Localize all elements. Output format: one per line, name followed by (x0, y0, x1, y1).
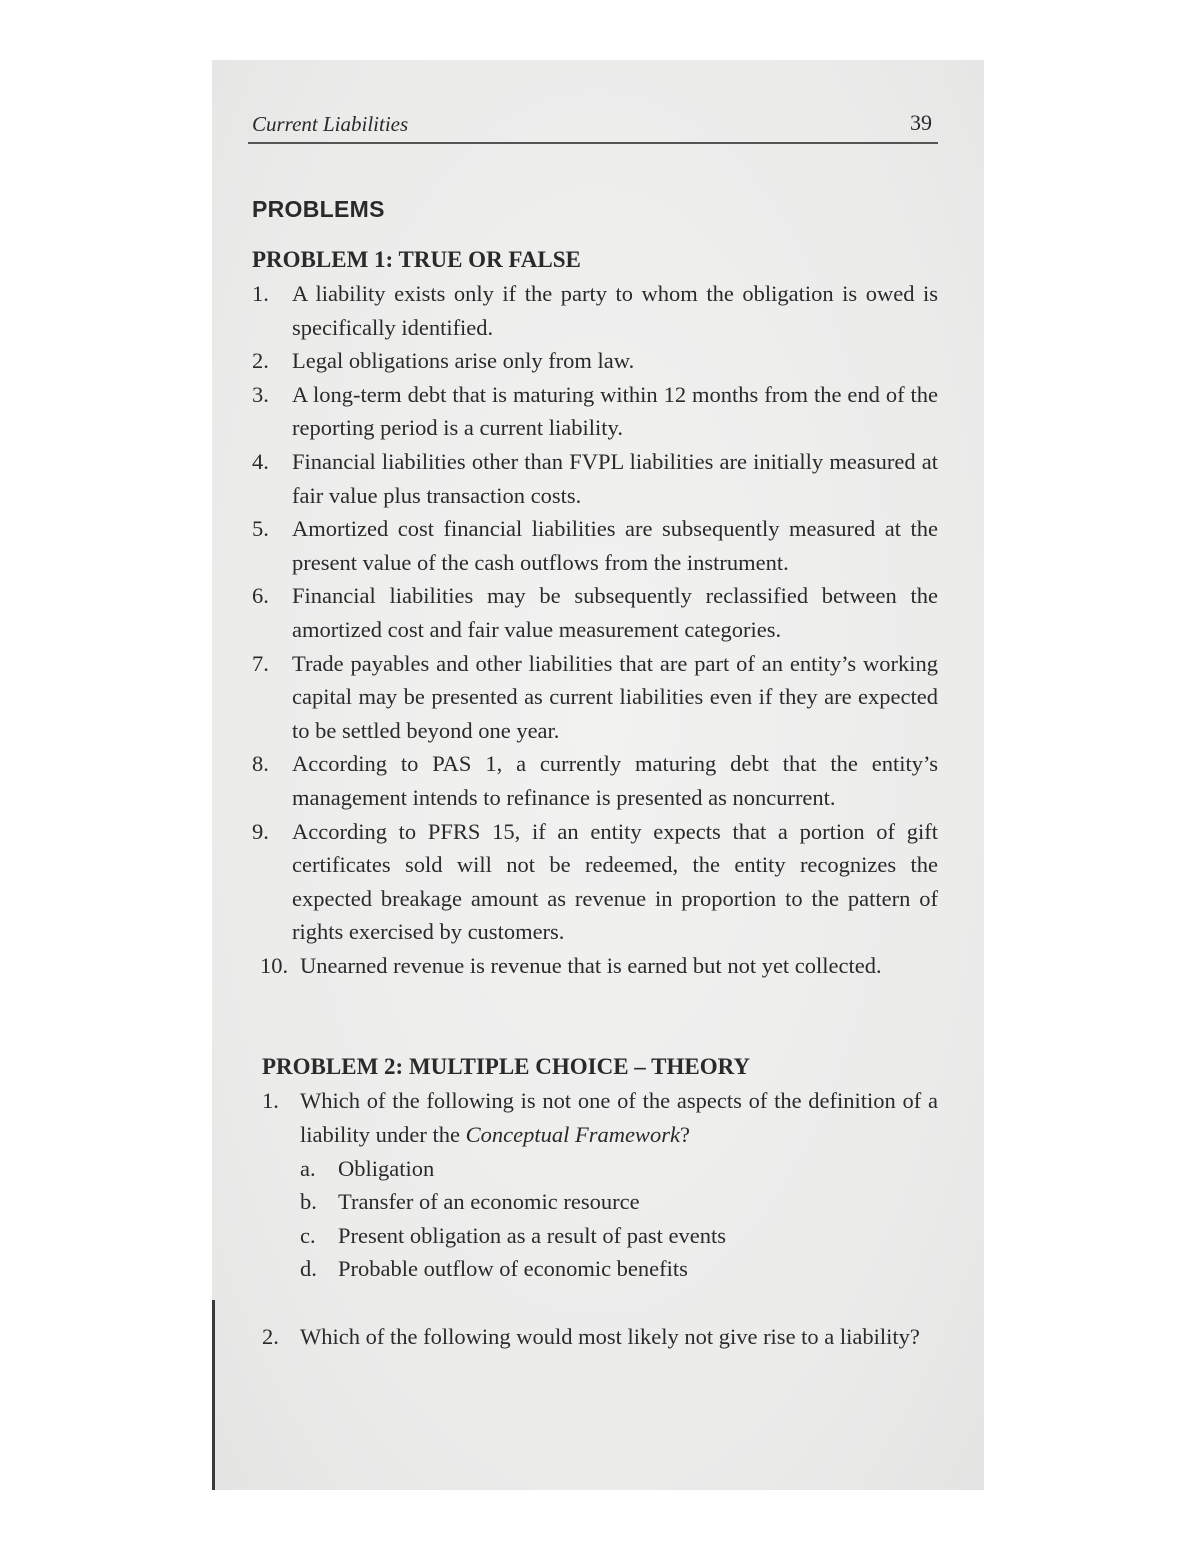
list-item (248, 512, 938, 579)
question-text: Which of the following would most likely not give rise to a liability? (300, 1324, 920, 1350)
item-text: According to PFRS 15, if an entity expects that a portion of gift certificates sold will not be redeemed, the entity recognizes the expected breakage amount as revenue in proportion to the pattern of rights exercised by customers. (292, 818, 938, 945)
list-item (248, 579, 938, 646)
question-1 (248, 1084, 938, 1286)
list-item (248, 747, 938, 814)
chapter-title: Current Liabilities (252, 112, 409, 136)
true-false-list (248, 277, 938, 982)
question-text-italic: Conceptual Framework (465, 1122, 680, 1148)
item-number: 8. (252, 751, 269, 777)
choice-letter: a. (300, 1155, 316, 1181)
page-edge-shadow (212, 1300, 215, 1490)
item-text: Financial liabilities other than FVPL liabilities are initially measured at fair value plus transaction costs. (292, 448, 938, 508)
choice-b (300, 1185, 938, 1219)
answer-choices (300, 1152, 938, 1286)
choice-d (300, 1252, 938, 1286)
item-number: 4. (252, 448, 269, 474)
list-item (248, 445, 938, 512)
list-item (248, 647, 938, 748)
question-number: 1. (262, 1088, 279, 1114)
item-text: A long-term debt that is maturing within 12 months from the end of the reporting period is a current liability. (292, 381, 938, 441)
list-item (248, 378, 938, 445)
problem-2-title: PROBLEM 2: MULTIPLE CHOICE – THEORY (262, 1054, 751, 1080)
choice-text: Obligation (338, 1155, 435, 1181)
item-text: Amortized cost financial liabilities are subsequently measured at the present value of the cash outflows from the instrument. (292, 516, 938, 575)
choice-letter: c. (300, 1222, 316, 1248)
item-text: Unearned revenue is revenue that is earned but not yet collected. (300, 952, 882, 978)
list-item (248, 815, 938, 949)
question-text-end: ? (679, 1122, 690, 1148)
list-item (248, 949, 938, 983)
choice-letter: d. (300, 1256, 317, 1282)
item-number: 7. (252, 650, 269, 676)
book-page (248, 100, 938, 1354)
item-text: Financial liabilities may be subsequently reclassified between the amortized cost and fair value measurement categories. (292, 583, 938, 642)
page-number: 39 (910, 110, 932, 135)
item-number: 9. (252, 818, 269, 844)
item-text: Trade payables and other liabilities that are part of an entity’s working capital may be presented as current liabilities even if they are expected to be settled beyond one year. (292, 650, 938, 743)
choice-text: Present obligation as a result of past events (338, 1222, 727, 1248)
item-number: 1. (252, 281, 269, 306)
running-header (248, 100, 938, 144)
item-text: Legal obligations arise only from law. (292, 348, 635, 374)
choice-c (300, 1219, 938, 1253)
item-text: According to PAS 1, a currently maturing debt that the entity’s management intends to refinance is presented as noncurrent. (292, 751, 938, 810)
problem-1-title: PROBLEM 1: TRUE OR FALSE (252, 247, 581, 272)
list-item (248, 277, 938, 344)
section-title: PROBLEMS (252, 196, 385, 222)
choice-a (300, 1152, 938, 1186)
list-item (248, 344, 938, 378)
item-number: 2. (252, 348, 269, 374)
choice-text: Transfer of an economic resource (338, 1189, 640, 1215)
item-number: 3. (252, 381, 269, 407)
item-number: 10. (260, 952, 289, 978)
choice-letter: b. (300, 1189, 317, 1215)
question-2 (248, 1320, 938, 1354)
item-text: A liability exists only if the party to whom the obligation is owed is specifically identified. (292, 281, 938, 340)
item-number: 6. (252, 583, 269, 609)
question-text-start: Which of the following is not one of the aspects of the definition of a liability under the (300, 1088, 938, 1148)
question-number: 2. (262, 1324, 279, 1350)
multiple-choice-list (248, 1084, 938, 1353)
item-number: 5. (252, 516, 269, 542)
choice-text: Probable outflow of economic benefits (338, 1256, 688, 1282)
